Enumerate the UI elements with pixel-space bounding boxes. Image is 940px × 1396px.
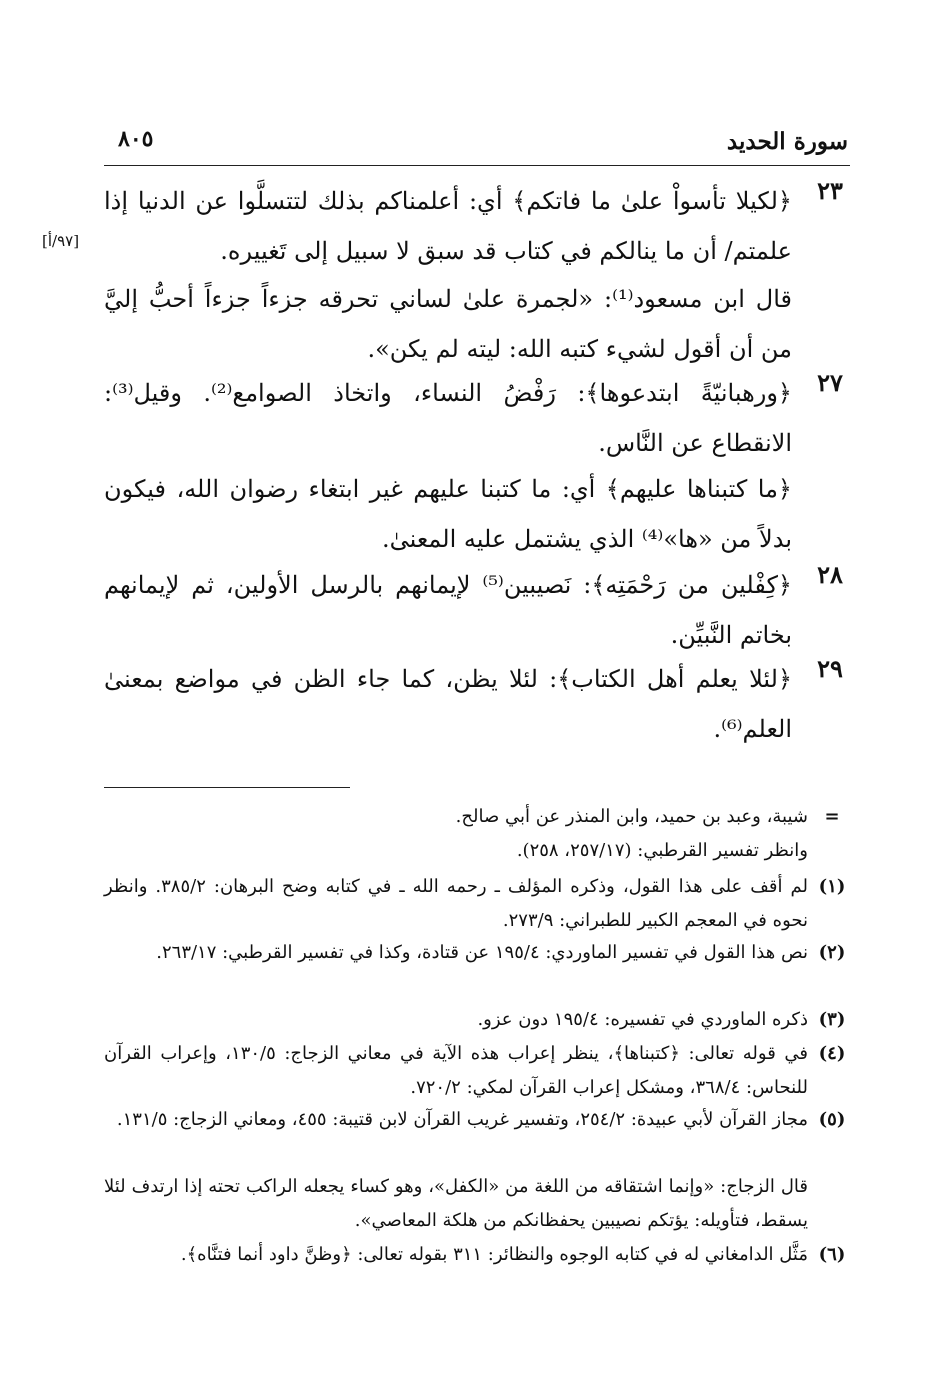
footnote [104,1037,850,1105]
footnote-text: في قوله تعالى: ﴿كتبناها﴾، ينظر إعراب هذه الآية في معاني الزجاج: ١٣٠/٥، وإعراب القرآن للنحاس: ٣٦٨/٤، ومشكل إعراب القرآن لمكي: ٧٢٠/٢. [104,1043,808,1098]
verse-entry [104,654,850,754]
footnote-number: (١) [818,876,846,897]
verse-commentary: ﴿لئلا يعلم أهل الكتاب﴾: لئلا يظن، كما جاء الظن في مواضع بمعنىٰ العلم⁽⁶⁾. [104,665,792,743]
footnote-line: شيبة، وعبد بن حميد، وابن المنذر عن أبي صالح. [455,806,808,827]
verse-number: ٢٣ [817,176,843,205]
footnote-text: ذكره الماوردي في تفسيره: ١٩٥/٤ دون عزو. [477,1009,808,1030]
verse-commentary: ﴿لكيلا تأسواْ علىٰ ما فاتكم﴾ أي: أعلمناكم بذلك لتتسلَّوا عن الدنيا إذا علمتم/ أن ما ينالكم في كتاب قد سبق لا سبيل إلى تَغييره. [104,187,792,265]
footnote-number: (٦) [818,1244,846,1265]
footnote-text: لم أقف على هذا القول، وذكره المؤلف ـ رحمه الله ـ في كتابه وضح البرهان: ٣٨٥/٢. وانظر نحوه في المعجم الكبير للطبراني: ٢٧٣/٩. [104,876,809,931]
verse-number: ٢٨ [817,560,843,589]
page-number: ٨٠٥ [118,126,154,152]
footnote-continuation [104,800,850,868]
footnote-divider [104,787,350,788]
footnote-number: (٥) [818,1109,846,1130]
verse-entry [104,176,850,276]
footnote [104,1003,850,1037]
footnote-number: (٣) [818,1009,846,1030]
verse-commentary: ﴿ورهبانيّةً ابتدعوها﴾: رَفْضُ النساء، واتخاذ الصوامع⁽²⁾. وقيل⁽³⁾: الانقطاع عن النَّاس. [104,379,792,457]
verse-entry [104,368,850,468]
manuscript-folio-ref: [٩٧/أ] [42,232,80,250]
continuation-mark: = [824,806,840,827]
footnote-text: مَثَّل الدامغاني له في كتابه الوجوه والنظائر: ٣١١ بقوله تعالى: ﴿وظنَّ داود أنما فتنَّاه﴾. [180,1244,808,1265]
header-divider [104,165,850,166]
footnote [104,870,850,938]
commentary-paragraph: ﴿ما كتبناها عليهم﴾ أي: ما كتبنا عليهم غير ابتغاء رضوان الله، فيكون بدلاً من «ها»⁽⁴⁾ الذي يشتمل عليه المعنىٰ. [104,475,792,553]
verse-commentary: ﴿كِفْلين من رَحْمَتِه﴾: نَصيبين⁽⁵⁾ لإيمانهم بالرسل الأولين، ثم لإيمانهم بخاتم النَّبيِّن. [104,571,792,649]
footnote [104,936,850,970]
footnote-line: وانظر تفسير القرطبي: (٢٥٧/١٧، ٢٥٨). [516,840,808,861]
verse-number: ٢٧ [817,368,843,397]
verse-entry [104,560,850,660]
surah-title: سورة الحديد [726,128,848,155]
footnote [104,1103,850,1137]
footnote-number: (٤) [818,1043,846,1064]
footnote-text: مجاز القرآن لأبي عبيدة: ٢٥٤/٢، وتفسير غريب القرآن لابن قتيبة: ٤٥٥، ومعاني الزجاج: ١٣١/٥. [116,1109,808,1130]
verse-number: ٢٩ [817,654,843,683]
footnote-quote: قال الزجاج: «وإنما اشتقاقه من اللغة من «الكفل»، وهو كساء يجعله الراكب تحته إذا ارتدف لئلا يسقط، فتأويله: يؤتكم نصيبين يحفظانكم من هلكة المعاصي». [104,1176,808,1231]
footnote-number: (٢) [818,942,846,963]
footnote [104,1238,850,1272]
commentary-paragraph: قال ابن مسعود⁽¹⁾: «لجمرة علىٰ لساني تحرقه جزءاً جزءاً أحبُّ إليَّ من أن أقول لشيء كتبه الله: ليته لم يكن». [104,285,792,363]
footnote-text: نص هذا القول في تفسير الماوردي: ١٩٥/٤ عن قتادة، وكذا في تفسير القرطبي: ٢٦٣/١٧. [156,942,808,963]
